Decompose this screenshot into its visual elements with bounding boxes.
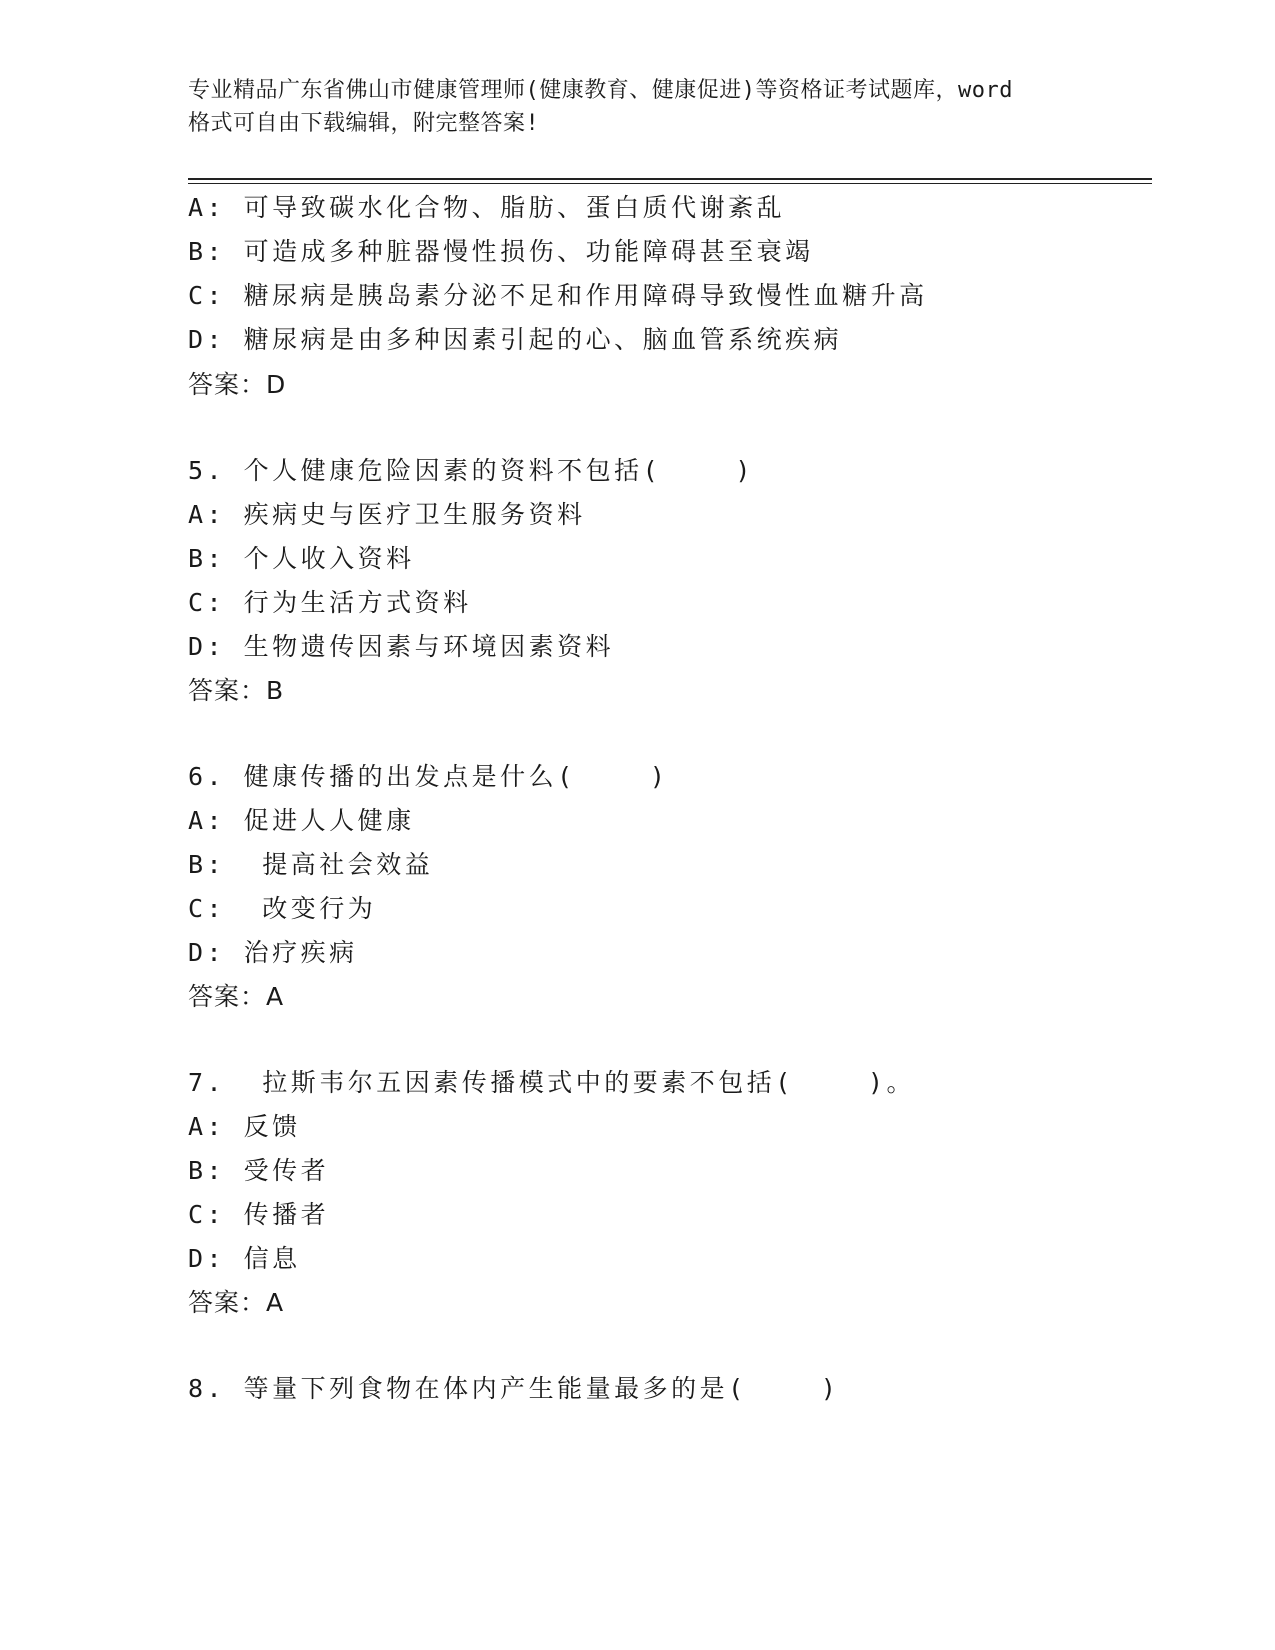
q6-answer: 答案：A [188,982,285,1011]
q6-option-a: A: 促进人人健康 [188,806,415,835]
q5-answer: 答案：B [188,676,285,705]
q4-option-b: B: 可造成多种脏器慢性损伤、功能障碍甚至衰竭 [188,237,814,266]
document-header [188,74,1108,140]
q5-option-a: A: 疾病史与医疗卫生服务资料 [188,500,586,529]
header-line-1: 专业精品广东省佛山市健康管理师(健康教育、健康促进)等资格证考试题库，word [188,78,1013,103]
q5-option-c: C: 行为生活方式资料 [188,588,472,617]
q5-question: 5. 个人健康危险因素的资料不包括( ) [188,456,754,485]
q4-option-a: A: 可导致碳水化合物、脂肪、蛋白质代谢紊乱 [188,193,786,222]
q7-option-d: D: 信息 [188,1244,301,1273]
q4-option-c: C: 糖尿病是胰岛素分泌不足和作用障碍导致慢性血糖升高 [188,281,928,310]
q7-question: 7. 拉斯韦尔五因素传播模式中的要素不包括( )。 [188,1068,916,1097]
q6-option-c: C: 改变行为 [188,894,377,923]
q6-question: 6. 健康传播的出发点是什么( ) [188,762,669,791]
q5-option-d: D: 生物遗传因素与环境因素资料 [188,632,615,661]
q7-answer: 答案：A [188,1288,285,1317]
q4-option-d: D: 糖尿病是由多种因素引起的心、脑血管系统疾病 [188,325,843,354]
header-divider-thin [188,183,1152,184]
q4-answer: 答案：D [188,370,287,399]
header-line-2: 格式可自由下载编辑，附完整答案! [188,111,540,136]
q7-option-b: B: 受传者 [188,1156,330,1185]
q6-option-d: D: 治疗疾病 [188,938,358,967]
q5-option-b: B: 个人收入资料 [188,544,415,573]
q7-option-a: A: 反馈 [188,1112,301,1141]
q7-option-c: C: 传播者 [188,1200,330,1229]
q8-question: 8. 等量下列食物在体内产生能量最多的是( ) [188,1374,840,1403]
q6-option-b: B: 提高社会效益 [188,850,434,879]
header-divider-thick [188,178,1152,180]
